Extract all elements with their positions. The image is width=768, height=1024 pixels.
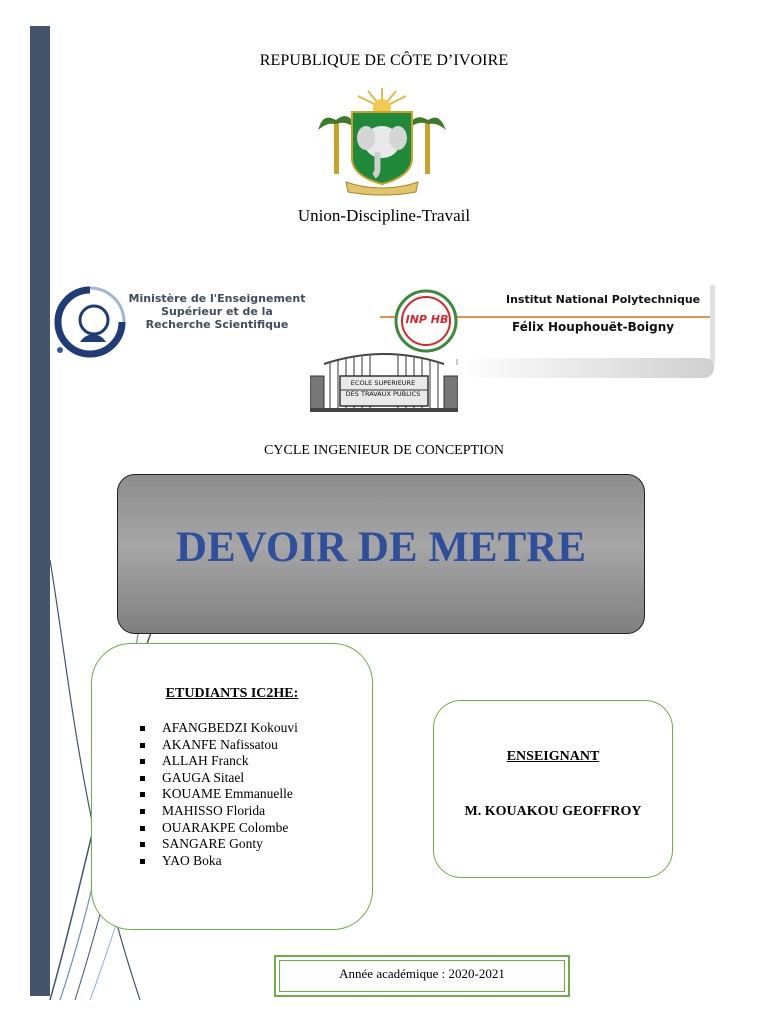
institute-mark: INP HB [405, 313, 449, 326]
school-line-1: ECOLE SUPERIEURE [350, 379, 416, 387]
ministry-emblem-icon [50, 280, 128, 370]
students-heading: ETUDIANTS IC2HE: [165, 686, 299, 701]
list-item: AKANFE Nafissatou [136, 737, 298, 754]
teacher-name: M. KOUAKOU GEOFFROY [464, 804, 642, 819]
teacher-box [433, 700, 673, 878]
list-item: ALLAH Franck [136, 753, 298, 770]
school-logo [310, 350, 458, 412]
list-item: SANGARE Gonty [136, 836, 298, 853]
list-item: YAO Boka [136, 853, 298, 870]
cycle-label: CYCLE INGENIEUR DE CONCEPTION [264, 443, 504, 458]
document-title: DEVOIR DE METRE [175, 524, 587, 571]
list-item: AFANGBEDZI Kokouvi [136, 720, 298, 737]
list-item: MAHISSO Florida [136, 803, 298, 820]
ministry-line-1: Ministère de l'Enseignement [128, 292, 306, 305]
institute-name-line-1: Institut National Polytechnique [506, 293, 701, 306]
academic-year-box [274, 955, 570, 997]
teacher-label: ENSEIGNANT [506, 749, 600, 764]
national-motto: Union-Discipline-Travail [297, 206, 471, 225]
list-item: GAUGA Sitael [136, 770, 298, 787]
ministry-logo [50, 280, 310, 370]
school-line-2: DES TRAVAUX PUBLICS [345, 390, 421, 398]
institute-name-line-2: Félix Houphouët-Boigny [512, 320, 675, 334]
list-item: OUARAKPE Colombe [136, 820, 298, 837]
coat-of-arms-emblem [318, 86, 446, 196]
students-list [136, 720, 298, 869]
academic-year: Année académique : 2020-2021 [339, 966, 505, 981]
list-item: KOUAME Emmanuelle [136, 786, 298, 803]
republic-heading: REPUBLIQUE DE CÔTE D’IVOIRE [259, 52, 509, 69]
ministry-line-2: Supérieur et de la [161, 305, 273, 318]
ministry-line-3: Recherche Scientifique [145, 318, 289, 331]
students-box [91, 643, 373, 930]
title-box [117, 474, 645, 634]
decorative-band [458, 358, 714, 378]
